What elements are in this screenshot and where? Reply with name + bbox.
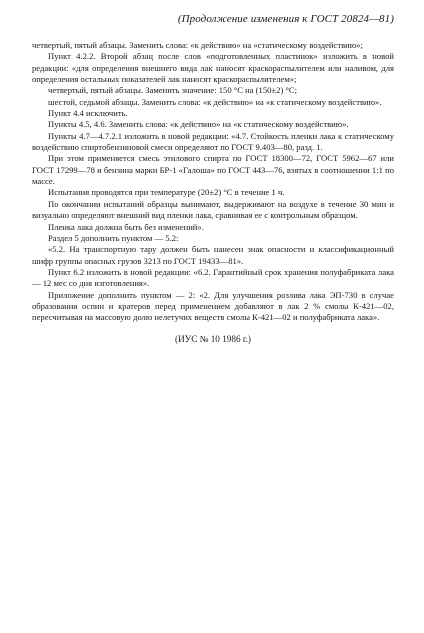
paragraph: «5.2. На транспортную тару должен быть нанесен знак опасности и классификационный шифр группы опасных грузов 3213 по ГОСТ 19433—81». xyxy=(32,244,394,266)
paragraph: Пункты 4.7—4.7.2.1 изложить в новой редакции: «4.7. Стойкость пленки лака к статическому воздействию спиртобензиновой смеси определяют по ГОСТ 9.403—80, разд. 1. xyxy=(32,130,394,153)
paragraph: Пункт 4.2.2. Второй абзац после слов «подготовленных пластинок» изложить в новой редакции: «для определения внешнего вида лак наносят краскораспылителем или наливом, для определения остальных показателей лак наносят краскораспылителем»; xyxy=(32,51,394,85)
page-header: (Продолжение изменения к ГОСТ 20824—81) xyxy=(177,13,394,25)
source-note: (ИУС № 10 1986 г.) xyxy=(175,333,251,344)
paragraph: По окончании испытаний образцы вынимают, выдерживают на воздухе в течение 30 мин и визуально определяют внешний вид пленки лака, сравнивая ее с контрольным образцом. xyxy=(32,198,394,221)
paragraph: Пункт 6.2 изложить в новой редакции: «6.2. Гарантийный срок хранения полуфабриката лака — 12 мес со дня изготовления». xyxy=(32,266,394,289)
paragraph: Пункты 4.5, 4.6. Заменить слова: «к действию» на «к статическому воздействию». xyxy=(48,119,349,130)
paragraph: шестой, седьмой абзацы. Заменить слова: «к действию» на «к статическому воздействию». xyxy=(48,96,382,107)
document-body xyxy=(32,40,394,345)
paragraph: Пункт 4.4 исключить. xyxy=(48,108,128,119)
paragraph: четвертый, пятый абзацы. Заменить слова: «к действию» на «статическому воздействию»; xyxy=(32,40,363,50)
paragraph: Испытания проводятся при температуре (20±2) °С в течение 1 ч. xyxy=(48,187,285,198)
paragraph: четвертый, пятый абзацы. Заменить значение: 150 °С на (150±2) °С; xyxy=(48,85,298,96)
paragraph: Раздел 5 дополнить пунктом — 5.2: xyxy=(48,232,179,243)
paragraph: Пленка лака должна быть без изменений». xyxy=(48,221,204,232)
paragraph: Приложение дополнить пунктом — 2: «2. Для улучшения розлива лака ЭП-730 в случае образования оспин и кратеров перед применением добавляют в лак 2 % смолы К-421—02, пересчитывая на массовую долю нелетучих веществ смолы К-421—02 и полуфабриката лака». xyxy=(32,289,394,323)
paragraph: При этом применяется смесь этилового спирта по ГОСТ 18300—72, ГОСТ 5962—67 или ГОСТ 17299—78 и бензина марки БР-1 «Галоша» по ГОСТ 443—76, взятых в соотношении 1:1 по массе. xyxy=(32,153,394,187)
